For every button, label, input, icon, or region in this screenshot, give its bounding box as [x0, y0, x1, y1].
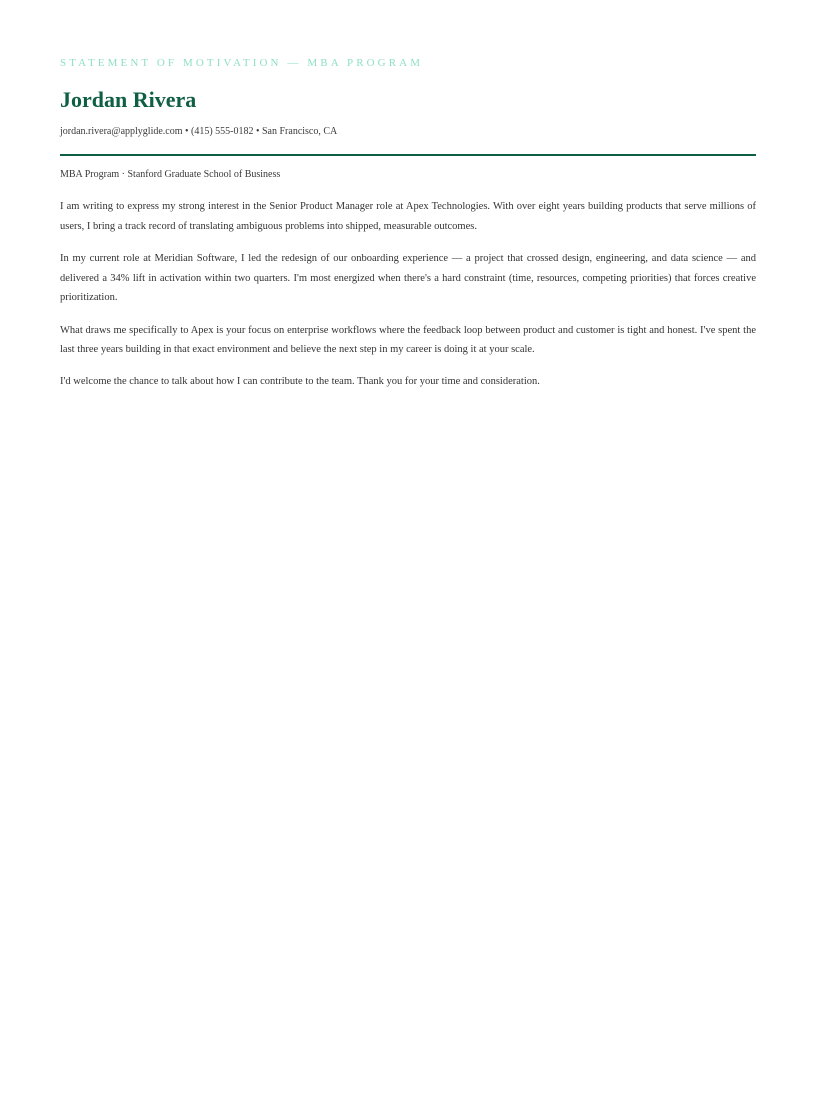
body-paragraph: In my current role at Meridian Software, I led the redesign of our onboarding experience — a project that crossed design, engineering, and data science — and delivered a 34% lift in activation within two quarters. I'm most energized when there's a hard constraint (time, resources, competing priorities) that forces creative prioritization. — [60, 252, 756, 304]
body-paragraph: I'd welcome the chance to talk about how I can contribute to the team. Thank you for your time and consideration. — [60, 376, 540, 388]
header-divider — [60, 154, 756, 156]
applicant-name: Jordan Rivera — [60, 87, 197, 112]
document-eyebrow: STATEMENT OF MOTIVATION — MBA PROGRAM — [60, 57, 424, 69]
body-paragraph: What draws me specifically to Apex is your focus on enterprise workflows where the feedback loop between product and customer is tight and honest. I've spent the last three years building in that exact environment and believe the next step in my career is doing it at your scale. — [60, 324, 756, 356]
recipient-line: MBA Program · Stanford Graduate School of Business — [60, 169, 281, 180]
contact-line: jordan.rivera@applyglide.com • (415) 555-0182 • San Francisco, CA — [60, 126, 338, 137]
letter-body — [60, 197, 756, 405]
body-paragraph: I am writing to express my strong interest in the Senior Product Manager role at Apex Technologies. With over eight years building products that serve millions of users, I bring a track record of translating ambiguous problems into shipped, measurable outcomes. — [60, 201, 756, 232]
